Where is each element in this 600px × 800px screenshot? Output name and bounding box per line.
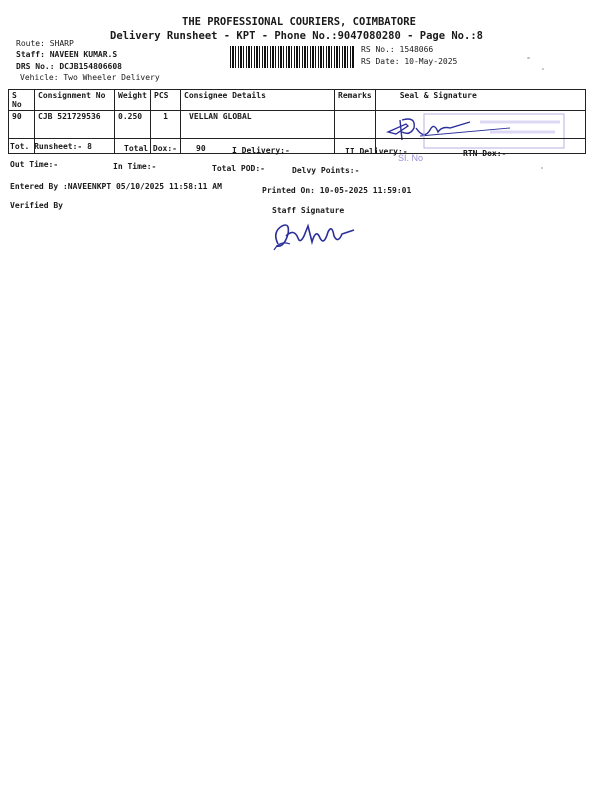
- cell-consignee: VELLAN GLOBAL: [181, 111, 335, 154]
- runsheet-title: Delivery Runsheet - KPT - Phone No.:9047080280 - Page No.:8: [110, 30, 483, 42]
- rtn-dox: RTN Dox:-: [463, 149, 507, 158]
- staff-signature-scribble: [268, 214, 360, 254]
- scan-speck: [542, 68, 544, 70]
- divider: [8, 138, 586, 139]
- verified-by: Verified By: [10, 201, 63, 210]
- total-dox-label: Total Dox:-: [124, 144, 177, 153]
- drs-number: DRS No.: DCJB154806608: [16, 62, 122, 71]
- rs-number: RS No.: 1548066: [361, 45, 434, 54]
- barcode: [230, 46, 354, 68]
- staff-name: Staff: NAVEEN KUMAR.S: [16, 50, 118, 59]
- col-sno: S No: [9, 90, 35, 111]
- total-pod: Total POD:-: [212, 164, 265, 173]
- total-dox-value: 90: [196, 144, 206, 153]
- cell-weight: 0.250: [115, 111, 151, 154]
- stamp-text: SI. No: [398, 153, 424, 163]
- rs-date: RS Date: 10-May-2025: [361, 57, 458, 66]
- out-time: Out Time:-: [10, 160, 59, 169]
- cell-sno: 90: [9, 111, 35, 154]
- i-delivery: I Delivery:-: [232, 146, 290, 155]
- cell-pcs: 1: [151, 111, 181, 154]
- col-consignee-details: Consignee Details: [181, 90, 335, 111]
- col-pcs: PCS: [151, 90, 181, 111]
- col-consignment-no: Consignment No: [35, 90, 115, 111]
- printed-on: Printed On: 10-05-2025 11:59:01: [262, 186, 412, 195]
- scan-speck: [541, 167, 543, 169]
- route: Route: SHARP: [16, 39, 74, 48]
- staff-signature-label: Staff Signature: [272, 206, 345, 215]
- entered-by: Entered By :NAVEENKPT 05/10/2025 11:58:11 AM: [10, 182, 222, 191]
- cell-consignment: CJB 521729536: [35, 111, 115, 154]
- in-time: In Time:-: [113, 162, 157, 171]
- company-name: THE PROFESSIONAL COURIERS, COIMBATORE: [182, 16, 416, 28]
- vehicle: Vehicle: Two Wheeler Delivery: [20, 73, 160, 82]
- scan-speck: [527, 57, 530, 59]
- ii-delivery: II Delivery:-: [345, 147, 408, 156]
- col-remarks: Remarks: [335, 90, 376, 111]
- table-header-row: [9, 90, 586, 111]
- col-weight: Weight: [115, 90, 151, 111]
- col-seal-signature: Seal & Signature: [375, 90, 585, 111]
- tot-runsheet: Tot. Runsheet:- 8: [10, 142, 92, 151]
- delvy-points: Delvy Points:-: [292, 166, 360, 175]
